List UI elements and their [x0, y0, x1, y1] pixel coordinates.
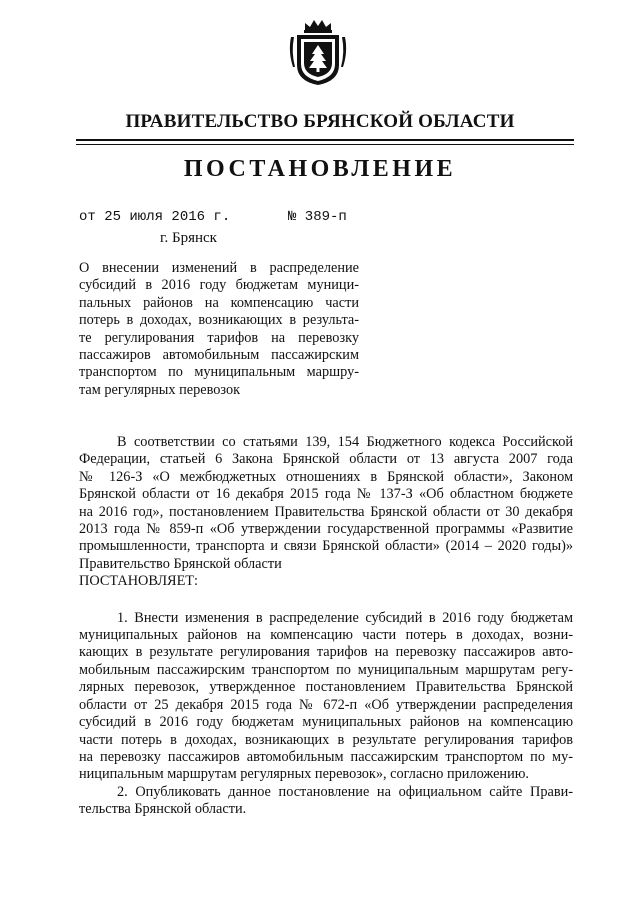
item1-line: лярных перевозок, утвержденное постановлением Правительства Брянской [79, 679, 573, 696]
preamble-line: № 126-З «О межбюджетных отношениях в Брянской области», Законом [79, 468, 573, 485]
subject-line: пальных районов на компенсацию части [79, 294, 359, 311]
subject-block [79, 260, 359, 399]
preamble-line: В соответствии со статьями 139, 154 Бюджетного кодекса Российской [117, 434, 573, 450]
item1-line: области от 25 декабря 2015 года № 672-п «Об утверждении распределения [79, 696, 573, 713]
document-number: № 389-п [288, 209, 347, 225]
preamble-line: Правительство Брянской области [79, 555, 282, 572]
item1-line: кающих в результате регулирования тарифов на перевозку пассажиров авто- [79, 644, 573, 661]
preamble-line: Брянской области от 16 декабря 2015 года № 137-З «Об областном бюджете [79, 486, 573, 503]
preamble-line: на 2016 год», постановлением Правительства Брянской области от 30 декабря [79, 503, 573, 520]
document-body [79, 434, 573, 819]
subject-line: те регулирования тарифов на перевозку [79, 329, 359, 346]
coat-of-arms-icon [287, 17, 349, 87]
subject-line: О внесении изменений в распределение [79, 260, 359, 276]
subject-line: пассажиров автомобильным пассажирским [79, 347, 359, 364]
resolves-heading: ПОСТАНОВЛЯЕТ: [79, 573, 199, 590]
document-type-title: ПОСТАНОВЛЕНИЕ [183, 156, 457, 182]
preamble-line: Федерации, статьей 6 Закона Брянской области от 13 августа 2007 года [79, 451, 573, 468]
paragraph-gap [79, 591, 573, 610]
item1-line: ниципальным маршрутам регулярных перевозок», согласно приложению. [79, 766, 529, 783]
item1-line: части потерь в доходах, возникающих в результате регулирования тарифов [79, 731, 573, 748]
item2-line: 2. Опубликовать данное постановление на официальном сайте Прави- [117, 783, 573, 800]
document-date: от 25 июля 2016 г. [79, 209, 231, 225]
preamble-line: промышленности, транспорта и связи Брянской области» (2014 – 2020 годы)» [79, 538, 573, 555]
item1-line: мобильным пассажирским транспортом по муниципальным маршрутам регу- [79, 661, 573, 678]
subject-line: субсидий в 2016 году бюджетам муници- [79, 277, 359, 294]
item1-line: 1. Внести изменения в распределение субсидий в 2016 году бюджетам [117, 609, 573, 626]
header-rule-thin [76, 144, 574, 145]
document-city: г. Брянск [160, 230, 217, 246]
item1-line: муниципальных районов на компенсацию части потерь в доходах, возни- [79, 627, 573, 644]
preamble-line: 2013 года № 859-п «Об утверждении государственной программы «Развитие [79, 521, 573, 538]
item2-line: тельства Брянской области. [79, 801, 247, 818]
subject-line: там регулярных перевозок [79, 381, 241, 398]
organization-title: ПРАВИТЕЛЬСТВО БРЯНСКОЙ ОБЛАСТИ [125, 111, 515, 132]
item1-line: субсидий в 2016 году бюджетам муниципальных районов на компенсацию [79, 714, 573, 731]
subject-line: транспортом по муниципальным маршру- [79, 364, 359, 381]
item1-line: на перевозку пассажиров автомобильным пассажирским транспортом по му- [79, 748, 573, 765]
subject-line: потерь в доходах, возникающих в результа- [79, 312, 359, 329]
header-rule-thick [76, 139, 574, 141]
